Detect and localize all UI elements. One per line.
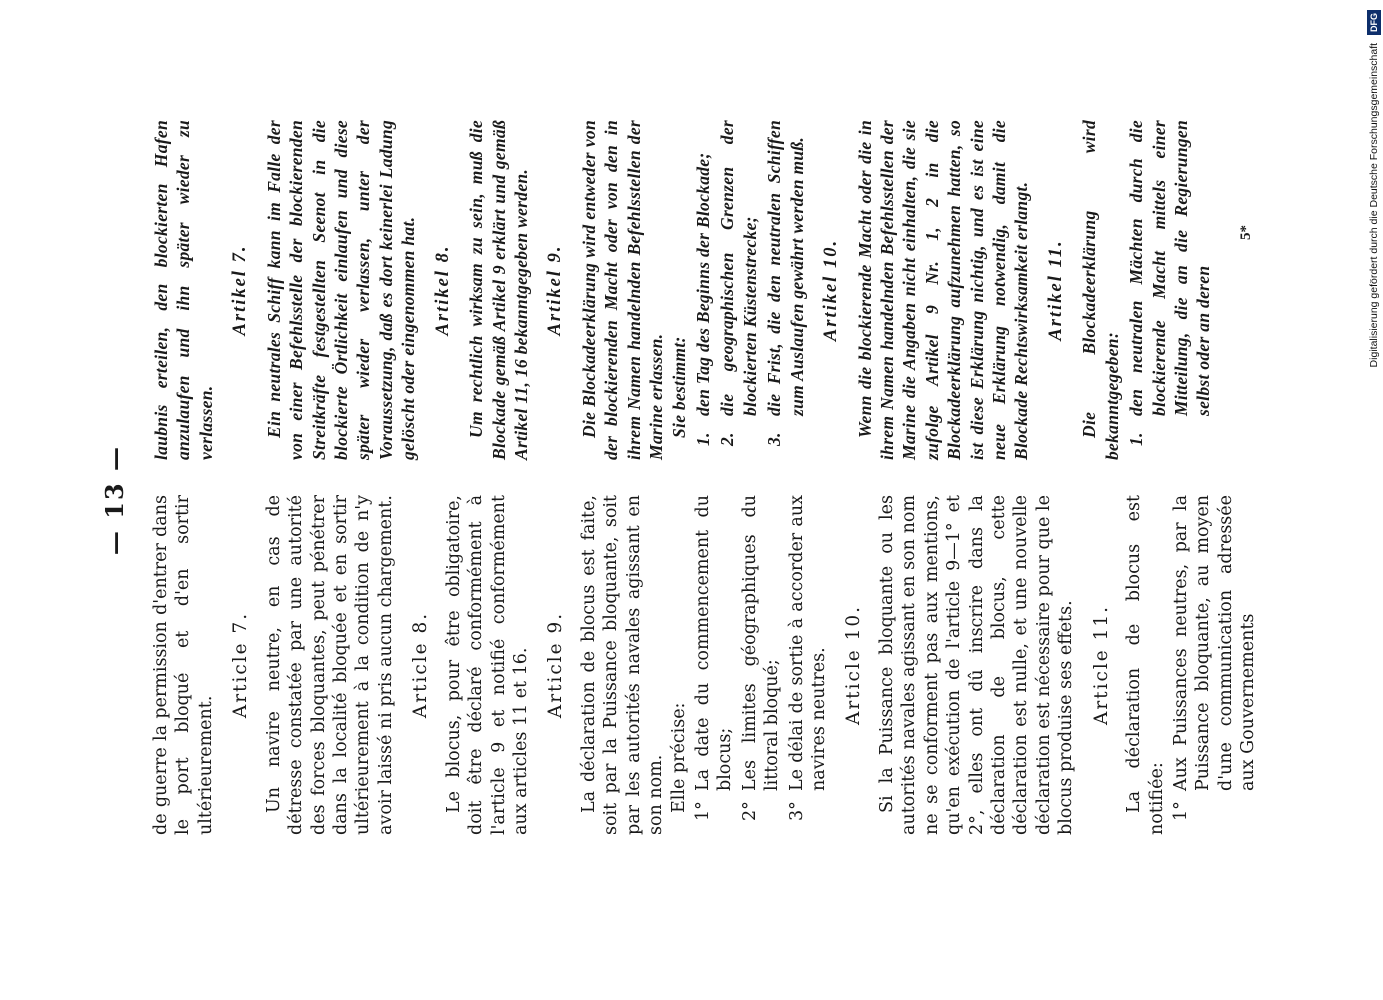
continued-paragraph: de guerre la permission d'entrer dans le port bloqué et d'en sortir ultérieurement. [151,495,216,835]
list-item-number: 1. [1126,432,1147,446]
list-item-text: La date du commencement du blocus; [693,495,736,791]
paragraph: Un navire neutre, en cas de détresse constatée par une autorité des forces bloquantes, peut pénétrer dans la localité bloquée et en sortir ultérieurement à la condition de n'y avoir laissé ni pris aucun chargement. [263,495,396,835]
digitization-credit [1365,10,1383,985]
list-item [692,120,714,460]
list-item [692,495,737,835]
list-item-number: 1. [693,432,714,446]
list-item-number: 3. [764,432,785,446]
paragraph: Um rechtlich wirksam zu sein, muß die Blockade gemäß Artikel 9 erklärt und gemäß Artikel 11, 16 bekanntgegeben werden. [466,120,532,460]
list-item-number: 3° [786,801,807,821]
article-heading: Article 10. [843,604,865,726]
list-item [716,120,761,460]
article-heading: Artikel 9. [545,244,566,336]
paragraph: Si la Puissance bloquante ou les autorités navales agissant en son nom ne se conforment pas aux mentions, qu'en exécution de l'article 9—1° et 2°, elles ont dû inscrire dans la déclaration de blocus, cette déclaration est nulle, et une nouvelle déclaration est nécessaire pour que le blocus produise ses effets. [877,495,1077,835]
german-text-column [150,120,1217,460]
list-item-text: die geographischen Grenzen der blockierten Küstenstrecke; [717,120,760,416]
list-item-text: die Frist, die den neutralen Schiffen zum Auslaufen gewährt werden muß. [764,120,807,416]
list-item-number: 1° [1171,801,1192,821]
list-item-text: Les limites géographiques du littoral bloqué; [739,495,783,791]
enumerated-list [1125,120,1215,460]
continued-paragraph: laubnis erteilen, den blockierten Hafen anzulaufen und ihn später wieder zu verlassen. [151,120,216,460]
article-heading: Article 9. [545,611,567,719]
paragraph: La déclaration de blocus est faite, soit par la Puissance bloquante, soit par les autorités navales agissant en son nom. [579,495,667,835]
list-item-text: Le délai de sortie à accorder aux navires neutres. [786,495,829,791]
article-heading: Artikel 8. [432,244,453,336]
article-heading: Artikel 10. [821,238,841,342]
dfg-logo: DFG [1367,10,1381,35]
signature-mark: 5* [1238,225,1254,240]
paragraph: Le blocus, pour être obligatoire, doit être déclaré conformément à l'article 9 et notifié conformément aux articles 11 et 16. [443,495,532,835]
list-item-number: 1° [693,801,714,821]
paragraph: Die Blockadeerklärung wird entweder von der blockierenden Macht oder von den in ihrem Namen handelnden Befehlsstellen der Marine erlassen. [579,120,667,460]
list-item-number: 2. [717,432,738,446]
enumerated-list [692,120,808,460]
list-item-text: den neutralen Mächten durch die blockierende Macht mittels einer Mitteilung, die an die Regierungen selbst oder an deren [1126,120,1214,416]
paragraph: Elle précise: [668,702,689,813]
list-item [739,495,784,835]
list-item [1170,495,1260,835]
article-heading: Artikel 7. [230,244,251,336]
article-heading: Article 7. [230,611,252,719]
paragraph: Sie bestimmt: [668,336,689,438]
list-item [1125,120,1215,460]
list-item-number: 2° [739,801,760,821]
article-heading: Artikel 11. [1045,239,1066,341]
paragraph: Ein neutrales Schiff kann im Falle der von einer Befehlsstelle der blockierenden Streitkräfte festgestellten Seenot in die blockierte Örtlichkeit einlaufen und diese später wieder verlassen, unter der Voraussetzung, daß es dort keinerlei Ladung gelöscht oder eingenommen hat. [263,120,419,460]
credit-text: Digitalisierung gefördert durch die Deutsche Forschungsgemeinschaft [1368,42,1380,368]
enumerated-list [1170,495,1260,835]
enumerated-list [692,495,830,835]
list-item [763,120,808,460]
list-item-text: den Tag des Beginns der Blockade; [693,152,714,416]
list-item [786,495,831,835]
french-text-column [150,495,1262,835]
list-item-text: Aux Puissances neutres, par la Puissance bloquante, au moyen d'une communication adressée aux Gouvernements [1171,495,1259,791]
paragraph: Wenn die blockierende Macht oder die in ihrem Namen handelnden Befehlsstellen der Marine die Angaben nicht einhalten, die sie zufolge Artikel 9 Nr. 1, 2 in die Blockadeerklärung aufzunehmen hatten, so ist diese Erklärung nichtig, und es ist eine neue Erklärung notwendig, damit die Blockade Rechtswirksamkeit erlangt. [854,120,1032,460]
paragraph: Die Blockadeerklärung wird bekanntgegeben: [1079,120,1122,460]
page-number: — 13 — [100,444,129,556]
paragraph: La déclaration de blocus est notifiée: [1124,495,1167,835]
article-heading: Article 8. [410,611,432,719]
article-heading: Article 11. [1090,604,1112,726]
